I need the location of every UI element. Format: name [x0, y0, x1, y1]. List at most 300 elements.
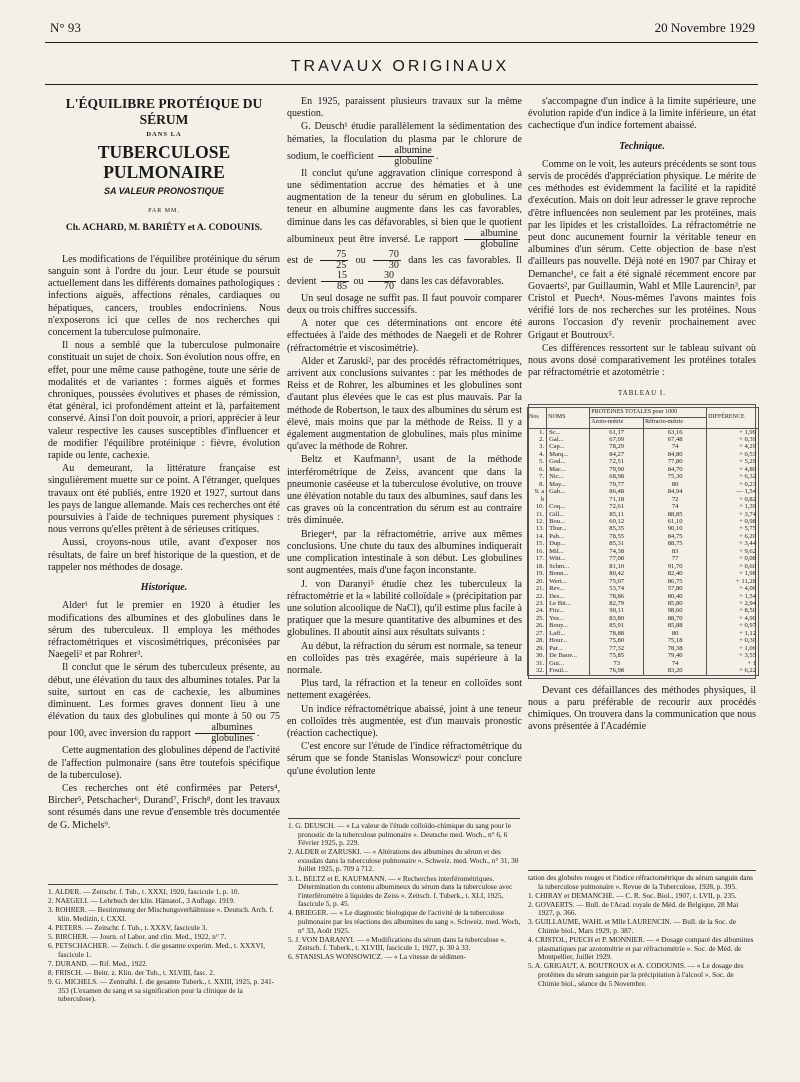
- row-name: Nic...: [547, 473, 590, 480]
- section-title: TRAVAUX ORIGINAUX: [290, 58, 510, 75]
- row-number: 30.: [528, 652, 547, 659]
- footnote: 3. ROHRER. — Bestimmung der Mischungsverhältnisse ». Deutsch. Arch. f. klin. Medizin, t. CXXI.: [48, 905, 274, 923]
- row-number: 14.: [528, 533, 547, 540]
- row-refractometrie: 57,80: [644, 585, 707, 592]
- table-row: [528, 548, 759, 555]
- row-refractometrie: 61,10: [644, 518, 707, 525]
- paragraph: En 1925, paraissent plusieurs travaux sur la même question.: [287, 96, 522, 120]
- table-row: [528, 496, 759, 503]
- footnote: 1. G. DEUSCH. — « La valeur de l'étude colloïdo-chimique du sang pour le pronostic de la tuberculose pulmonaire ». Deutsche med. Woch., n° 6, 6 Février 1925, p. 229.: [288, 821, 512, 848]
- row-azotometrie: 79,90: [590, 466, 644, 473]
- row-number: 2.: [528, 436, 547, 443]
- paragraph-text: dans les cas favorables. Il devient: [287, 254, 523, 287]
- row-name: Le Bit...: [547, 600, 590, 607]
- row-number: 17.: [528, 555, 547, 562]
- row-difference: + 0,98: [707, 518, 759, 525]
- header-diff: DIFFÉRENCE: [707, 407, 759, 428]
- fraction: [368, 271, 396, 292]
- footnote: 1. CHIRAY et DEMANCHE. — C. R. Soc. Biol., 1907, t. LVII, p. 235.: [528, 890, 737, 900]
- article-by: PAR MM.: [148, 208, 180, 215]
- row-refractometrie: 90,10: [644, 525, 707, 532]
- row-difference: + 5,29: [707, 458, 759, 465]
- row-name: Pab...: [547, 533, 590, 540]
- row-refractometrie: 80: [644, 481, 707, 488]
- paragraph-text: Il conclut qu'une aggravation clinique correspond à une sédimentation accrue des hématies et à une augmentation de la teneur du sérum en globulines. La teneur en albumine augmente dans les cas favorables, diminue dans les cas défavorables, si bien que le quotient albumineux peut être inversé. Le rapport: [287, 167, 522, 245]
- row-azotometrie: 78,88: [590, 630, 644, 637]
- row-number: 11.: [528, 511, 547, 518]
- row-number: 20.: [528, 578, 547, 585]
- row-refractometrie: 77: [644, 555, 707, 562]
- row-name: Laff...: [547, 630, 590, 637]
- row-azotometrie: 86,48: [590, 488, 644, 495]
- row-refractometrie: 80: [644, 630, 707, 637]
- row-refractometrie: 83,20: [644, 667, 707, 675]
- paragraph: Les modifications de l'équilibre protéinique du sérum sanguin sont à l'ordre du jour. Leur étude se poursuit actuellement dans les différents domaines pathologiques : infections aiguës, affections rénales, cardiaques ou hépatiques, cancers, troubles endocriniens. Nous n'exposerons ici que celles de nos recherches qui concernent la tuberculose pulmonaire.: [48, 253, 280, 339]
- footnotes-col2: [288, 822, 522, 963]
- fraction-numerator: 70: [373, 250, 401, 261]
- row-name: May...: [547, 481, 590, 488]
- row-azotometrie: 53,74: [590, 585, 644, 592]
- row-difference: + 8,50: [707, 607, 759, 614]
- paragraph: Brieger⁴, par la réfractométrie, arrive aux mêmes conclusions. Une chute du taux des albumines indiquerait une complication intestinale à son début. Les globulines sont augmentées, mais d'une façon inconstante.: [287, 528, 522, 577]
- row-refractometrie: 86,75: [644, 578, 707, 585]
- row-difference: + 0,30: [707, 637, 759, 644]
- paragraph: Alder¹ fut le premier en 1920 à étudier les modifications des albumines et des globulines dans le sérum des tuberculeux. Il employa les méthodes réfractométriques et viscosimétriques, préconisées par Naegeli² et par Rohrer³.: [48, 600, 280, 661]
- row-refractometrie: 85,80: [644, 600, 707, 607]
- paragraph-text: dans les cas défavorables.: [400, 275, 504, 287]
- row-name: Gill...: [547, 511, 590, 518]
- row-azotometrie: 82,79: [590, 600, 644, 607]
- row-number: 7.: [528, 473, 547, 480]
- row-name: Fouil...: [547, 667, 590, 675]
- row-refractometrie: 80,40: [644, 593, 707, 600]
- row-refractometrie: 77,80: [644, 458, 707, 465]
- column-2: [287, 96, 522, 779]
- table-row: [528, 451, 759, 458]
- footnote: 8. FRISCH. — Beitr. z. Klin. der Tub., t. XLVIII, fasc. 2.: [48, 967, 215, 977]
- row-name: Par...: [547, 645, 590, 652]
- table-row: [528, 473, 759, 480]
- row-number: 4.: [528, 451, 547, 458]
- table-row: [528, 466, 759, 473]
- row-azotometrie: 85,91: [590, 622, 644, 629]
- footnote: 3. L. BELTZ et E. KAUFMANN. — « Recherches interférométriques. Détermination du contenu albumineux du sérum dans la tuberculose avec l'interféromètre à liquides de Zeiss ». Zeitsch. f. Tuberk., t. XLI, 1925, fascicule 5, p. 45.: [288, 873, 513, 909]
- fraction-numerator: 15: [321, 271, 349, 282]
- footnote: 4. PETERS. — Zeitschr. f. Tub., t. XXXV, fascicule 3.: [48, 922, 208, 932]
- paragraph: Il nous a semblé que la tuberculose pulmonaire constituait un sujet de choix. Son évolution nous offre, en effet, pour une même cause pathogène, toute une série de modalités et de variantes : formes aiguës et formes chroniques, poussées évolutives et phases de rémission, état général, ici profondément atteint et là, parfaitement conservé. Ainsi l'on doit pouvoir, a priori, apprécier à leur valeur respective les causes susceptibles d'influencer et de modifier l'équilibre protéinique : fièvre, évolution rapide ou lente, cachexie.: [48, 340, 280, 462]
- table-row: [528, 436, 759, 443]
- row-name: Gui...: [547, 660, 590, 667]
- row-number: 21.: [528, 585, 547, 592]
- paragraph: Aussi, croyons-nous utile, avant d'exposer nos résultats, de faire un bref historique de la question, et de rappeler nos méthodes de dosage.: [48, 537, 280, 573]
- column-3: [528, 96, 756, 734]
- row-name: Marq...: [547, 451, 590, 458]
- row-azotometrie: 68,98: [590, 473, 644, 480]
- page-header: [50, 20, 755, 38]
- fraction-denominator: 85: [336, 280, 347, 292]
- row-azotometrie: 75,85: [590, 652, 644, 659]
- row-azotometrie: 75,07: [590, 578, 644, 585]
- row-number: 32.: [528, 667, 547, 675]
- table-row: [528, 533, 759, 540]
- row-refractometrie: 88,75: [644, 540, 707, 547]
- row-refractometrie: 91,70: [644, 563, 707, 570]
- row-difference: + 1,98: [707, 570, 759, 577]
- row-refractometrie: 84,70: [644, 466, 707, 473]
- row-difference: + 4,29: [707, 443, 759, 450]
- table-row: [528, 667, 759, 675]
- fraction: [195, 723, 255, 744]
- row-number: 18.: [528, 563, 547, 570]
- paragraph: Devant ces défaillances des méthodes physiques, il nous a paru préférable de recourir aux procédés chimiques. On trouvera dans la communication que nous avons présentée à l'Académie: [528, 684, 756, 733]
- row-azotometrie: 60,12: [590, 518, 644, 525]
- section-rule: [45, 84, 758, 85]
- fraction: [320, 250, 348, 271]
- footnote: 2. NAEGELI. — Lehrbuch der klin. Hämatol., 3 Auflage. 1919.: [48, 896, 235, 906]
- paragraph: Un indice réfractométrique abaissé, joint à une teneur en colloïdes très augmentée, est d'un mauvais pronostic (réaction cachectique).: [287, 703, 522, 739]
- row-number: 1.: [528, 428, 547, 436]
- row-azotometrie: 84,27: [590, 451, 644, 458]
- row-refractometrie: 75,18: [644, 637, 707, 644]
- article-authors: Ch. ACHARD, M. BARIÉTY et A. CODOUNIS.: [65, 222, 263, 233]
- row-difference: + 1,06: [707, 645, 759, 652]
- header-rule: [45, 42, 758, 43]
- paragraph-text: est de: [287, 254, 313, 266]
- paragraph: Comme on le voit, les auteurs précédents se sont tous servis de procédés d'appréciation physique. Le mérite de ces méthodes est évidemment la facilité et la rapidité d'exécution. Mais on doit leur adresser le grave reproche d'être influencées non seulement par les protéines, mais par les lipides et les cristalloïdes. La réfractométrie ne peut donc aucunement fournir la véritable teneur en albumines d'un sérum. Cette objection de base n'est d'ailleurs pas nouvelle. Déjà noté en 1907 par Chiray et Demanche¹, ce fait a été signalé récemment encore par Govaerts², par Guillaumin, Wahl et Mlle Laurencin³, par Cristol et Puech⁴. Nous-mêmes l'avons maintes fois vérifié lors de nos recherches sur les protéines. Nous aurons l'occasion d'y revenir prochainement avec Grigaut et Boutroux⁵.: [528, 158, 756, 341]
- fraction-denominator: globuline: [480, 238, 519, 250]
- table-row: [528, 481, 759, 488]
- table-row: [528, 630, 759, 637]
- fraction-denominator: globulines: [211, 733, 253, 745]
- row-difference: + 1,39: [707, 503, 759, 510]
- row-name: Witt...: [547, 555, 590, 562]
- row-refractometrie: 74: [644, 660, 707, 667]
- row-name: Mil...: [547, 548, 590, 555]
- row-name: Yez...: [547, 615, 590, 622]
- row-number: b: [528, 496, 547, 503]
- fraction: [378, 146, 434, 167]
- header-names: NOMS: [547, 407, 590, 428]
- table-row: [528, 637, 759, 644]
- table-caption: TABLEAU I.: [618, 389, 666, 398]
- row-refractometrie: 72: [644, 496, 707, 503]
- paragraph: Alder et Zaruski², par des procédés réfractométriques, arrivent aux conclusions suivantes : par les méthodes de Reiss et de Rohrer, les albumines et les globulines sont d'autant plus élevées que le cas est plus mauvais. Par la méthode de Robertson, le taux des albumines du sérum est élevé, mais moins que par la méthode de Reiss. Il y a également augmentation de globulines, mais plus minime qu'avec la méthode de Rohrer.: [287, 355, 522, 453]
- row-refractometrie: 84,80: [644, 451, 707, 458]
- table-row: [528, 518, 759, 525]
- column-1: [48, 96, 280, 833]
- article-title-line3: TUBERCULOSE PULMONAIRE: [97, 142, 231, 183]
- row-name: Coq...: [547, 503, 590, 510]
- footnote: 3. GUILLAUME, WAHL et Mlle LAURENCIN. — Bull. de la Soc. de Chimie biol., Mars 1929, p. 387.: [528, 917, 736, 936]
- row-azotometrie: 81,10: [590, 563, 644, 570]
- row-name: Bouy...: [547, 622, 590, 629]
- fraction: [373, 250, 401, 271]
- footnote: 6. STANISLAS WONSOWICZ. — « La vitesse de sédimen-: [288, 952, 467, 962]
- row-azotometrie: 77,08: [590, 555, 644, 562]
- row-azotometrie: 90,11: [590, 607, 644, 614]
- row-refractometrie: 83: [644, 548, 707, 555]
- row-azotometrie: 79,77: [590, 481, 644, 488]
- row-azotometrie: 76,98: [590, 667, 644, 675]
- row-azotometrie: 73: [590, 660, 644, 667]
- table-row: [528, 443, 759, 450]
- row-name: Schm...: [547, 563, 590, 570]
- row-azotometrie: 78,55: [590, 533, 644, 540]
- header-refractometrie: Réfracto-métrie: [644, 418, 707, 428]
- row-name: Bou...: [547, 518, 590, 525]
- row-name: De Bauv...: [547, 652, 590, 659]
- row-name: [547, 496, 590, 503]
- footnote: 9. G. MICHELS. — Zentralbl. f. die gesamte Tuberk., t. XXIII, 1925, p. 241-353 (L'examen du sang et sa signification pour la clinique de la tuberculose).: [48, 976, 275, 1004]
- row-number: 10.: [528, 503, 547, 510]
- row-azotometrie: 72,51: [590, 458, 644, 465]
- fraction-denominator: 25: [336, 259, 347, 271]
- row-azotometrie: 77,32: [590, 645, 644, 652]
- table-row: [528, 607, 759, 614]
- table-row: [528, 622, 759, 629]
- row-refractometrie: 79,40: [644, 652, 707, 659]
- paragraph-text: G. Deusch¹ étudie parallèlement la sédimentation des hématies, la floculation du plasma par le chlorure de sodium, le coefficient: [287, 121, 522, 162]
- row-difference: + 1,99: [707, 428, 759, 436]
- historique-heading: Historique.: [140, 582, 188, 594]
- row-name: Des...: [547, 593, 590, 600]
- table-row: [528, 540, 759, 547]
- table-row: [528, 578, 759, 585]
- row-refractometrie: 85,88: [644, 622, 707, 629]
- row-refractometrie: 75,30: [644, 473, 707, 480]
- row-number: 15.: [528, 540, 547, 547]
- table-row: [528, 652, 759, 659]
- footnote: 6. PETSCHACHER. — Zeitsch. f. die gesamte experim. Med., t. XXXVI, fascicule 1.: [48, 941, 266, 959]
- row-azotometrie: 85,35: [590, 525, 644, 532]
- row-azotometrie: 71,18: [590, 496, 644, 503]
- table-row: [528, 555, 759, 562]
- paragraph: Ces recherches ont été confirmées par Peters⁴, Bircher⁵, Petschacher⁶, Durand⁷, Frisch⁸, dont les travaux sont résumés dans une revue d'ensemble très documentée de G. Michels⁹.: [48, 782, 280, 831]
- row-number: 19.: [528, 570, 547, 577]
- issue-date: 20 Novembre 1929: [654, 20, 755, 35]
- row-difference: + 1,12: [707, 630, 759, 637]
- row-difference: + 2,94: [707, 600, 759, 607]
- footnotes-col3: [528, 874, 756, 989]
- fraction-numerator: 30: [368, 271, 396, 282]
- row-difference: + 9,62: [707, 548, 759, 555]
- row-refractometrie: 63,16: [644, 428, 707, 436]
- paragraph: Cette augmentation des globulines dépend de l'activité de l'affection pulmonaire (sans être toutefois spécifique de la tuberculose).: [48, 745, 280, 781]
- row-number: 13.: [528, 525, 547, 532]
- row-name: Wert...: [547, 578, 590, 585]
- footnote: 1. ALDER. — Zeitschr. f. Tub., t. XXXI, 1920, fascicule 1, p. 10.: [48, 887, 240, 896]
- table-row: [528, 503, 759, 510]
- row-azotometrie: 78,29: [590, 443, 644, 450]
- row-azotometrie: 74,38: [590, 548, 644, 555]
- row-difference: + 0,08: [707, 555, 759, 562]
- paragraph: Au demeurant, la littérature française est singulièrement muette sur ce point. A l'étranger, quelques travaux ont été publiés, entre 1920 et 1927, surtout dans les pays de langue allemande. Mais ces recherches ont été poursuivies à l'aide de techniques purement physiques : nous verrons qu'elles prêtent à de sérieuses critiques.: [48, 463, 280, 536]
- table-frame: [528, 404, 756, 679]
- row-number: 22.: [528, 593, 547, 600]
- row-difference: + 0,23: [707, 481, 759, 488]
- row-refractometrie: 78,38: [644, 645, 707, 652]
- row-difference: + 5,75: [707, 525, 759, 532]
- paragraph: s'accompagne d'un indice à la limite supérieure, une évolution rapide d'un indice à la limite inférieure, un état cachectique d'un indice fortement abaissé.: [528, 96, 756, 132]
- row-name: Sc...: [547, 428, 590, 436]
- row-difference: + 4,06: [707, 585, 759, 592]
- row-number: 12.: [528, 518, 547, 525]
- row-azotometrie: 85,11: [590, 511, 644, 518]
- paragraph: Plus tard, la réfraction et la teneur en colloïdes sont nettement exagérées.: [287, 678, 522, 702]
- row-name: Hour...: [547, 637, 590, 644]
- row-refractometrie: 98,60: [644, 607, 707, 614]
- row-azotometrie: 67,09: [590, 436, 644, 443]
- row-name: God...: [547, 458, 590, 465]
- footnote: 7. DURAND. — Rif. Med., 1922.: [48, 958, 148, 968]
- footnote-rule: [288, 818, 520, 819]
- row-name: Gal...: [547, 436, 590, 443]
- row-number: 23.: [528, 600, 547, 607]
- table-row: [528, 645, 759, 652]
- table-row: [528, 600, 759, 607]
- row-number: 9. a: [528, 488, 547, 495]
- data-table: [527, 407, 759, 676]
- paragraph: C'est encore sur l'étude de l'indice réfractométrique du sérum que se fonde Stanislas Wonsowicz⁶ pour conclure qu'une évolution lente: [287, 741, 522, 777]
- footnote: tation des globules rouges et l'indice réfractométrique du sérum sanguin dans la tuberculose pulmonaire ». Revue de la Tuberculose, 1928, p. 395.: [528, 873, 754, 891]
- fraction-denominator: 30: [388, 259, 399, 271]
- row-difference: + 1,54: [707, 593, 759, 600]
- fraction: [321, 271, 349, 292]
- row-refractometrie: 67,48: [644, 436, 707, 443]
- row-azotometrie: 83,80: [590, 615, 644, 622]
- row-difference: + 11,28: [707, 578, 759, 585]
- paragraph: Un seul dosage ne suffit pas. Il faut pouvoir comparer deux ou trois chiffres successifs.: [287, 292, 522, 317]
- row-difference: + 0,60: [707, 563, 759, 570]
- row-refractometrie: 82,40: [644, 570, 707, 577]
- row-name: Mac...: [547, 466, 590, 473]
- row-azotometrie: 72,61: [590, 503, 644, 510]
- row-number: 26.: [528, 622, 547, 629]
- row-azotometrie: 85,31: [590, 540, 644, 547]
- row-name: Rev...: [547, 585, 590, 592]
- issue-number: N° 93: [50, 20, 81, 35]
- footnote: 4. CRISTOL, PUECH et P. MONNIER. — « Dosage comparé des albumines plasmatiques par azotométrie et par réfractométrie ». Soc. de Méd. de Montpellier, Juillet 1929.: [528, 935, 754, 962]
- paragraph-text: ou: [355, 254, 366, 266]
- row-name: Fitz...: [547, 607, 590, 614]
- row-difference: + 0,97: [707, 622, 759, 629]
- footnote-rule: [48, 884, 278, 885]
- row-number: 28.: [528, 637, 547, 644]
- row-refractometrie: 74: [644, 443, 707, 450]
- row-number: 24.: [528, 607, 547, 614]
- footnote: 5. J. VON DARANYI. — « Modifications du sérum dans la tuberculose ». Zeitsch. f. Tuberk., t. XLVIII, fascicule 1, 1927, p. 30 à 33.: [288, 934, 506, 953]
- paragraph-text: ou: [353, 275, 364, 287]
- paragraph: A noter que ces déterminations ont encore été effectuées à l'aide des méthodes de Naegeli et de Rohrer (réfractométrie et viscosimétrie).: [287, 318, 522, 354]
- fraction-numerator: albumine: [378, 146, 434, 157]
- article-heading: [48, 96, 280, 234]
- row-name: Gab...: [547, 488, 590, 495]
- row-name: Thur...: [547, 525, 590, 532]
- paragraph: [287, 168, 522, 292]
- row-refractometrie: 84,94: [644, 488, 707, 495]
- table-row: [528, 488, 759, 495]
- footnote: 2. GOVAERTS. — Bull. de l'Acad. royale de Méd. de Belgique, 28 Mai 1927, p. 366.: [528, 899, 739, 918]
- footnote: 2. ALDER et ZARUSKI. — « Altérations des albumines du sérum et des exsudats dans la tuberculose pulmonaire ». Schweiz. med. Woch., n° 31, 30 Juillet 1925, p. 709 à 712.: [288, 847, 519, 874]
- table-row: [528, 458, 759, 465]
- fraction-denominator: globuline: [394, 155, 433, 167]
- fraction-numerator: albumine: [464, 229, 520, 240]
- row-difference: + 0,39: [707, 436, 759, 443]
- footnotes-col1: [48, 888, 280, 1004]
- row-name: Cap...: [547, 443, 590, 450]
- table-row: [528, 570, 759, 577]
- article-subtitle: SA VALEUR PRONOSTIQUE: [103, 186, 224, 197]
- row-difference: + 6,22: [707, 667, 759, 675]
- row-number: 29.: [528, 645, 547, 652]
- row-azotometrie: 75,80: [590, 637, 644, 644]
- row-azotometrie: 78,86: [590, 593, 644, 600]
- row-number: 27.: [528, 630, 547, 637]
- paragraph: Ces différences ressortent sur le tableau suivant où nous avons dosé comparativement les protéines totales par réfractométrie et azotométrie :: [528, 342, 756, 379]
- paragraph: G. Deusch¹ étudie parallèlement la sédimentation des hématies, la floculation du plasma par le chlorure de sodium, le coefficient $\frac{\text{albumine}}{\text{globuline}}$ .: [287, 121, 522, 167]
- paragraph: Au début, la réfraction du sérum est normale, sa teneur en colloïdes pas très exagérée, mais supérieure à la normale.: [287, 640, 522, 676]
- footnote-rule: [528, 870, 756, 871]
- row-difference: + 6,32: [707, 473, 759, 480]
- row-difference: + 4,80: [707, 466, 759, 473]
- row-difference: + 3,55: [707, 652, 759, 659]
- row-difference: — 1,54: [707, 488, 759, 495]
- footnote: 5. BIRCHER. — Journ. of Labor. and clin. Med., 1922, n° 7.: [48, 931, 227, 941]
- row-difference: + 0,82: [707, 496, 759, 503]
- table-row: [528, 525, 759, 532]
- row-refractometrie: 88,70: [644, 615, 707, 622]
- row-difference: + 3,44: [707, 540, 759, 547]
- table-row: [528, 593, 759, 600]
- row-refractometrie: 88,85: [644, 511, 707, 518]
- fraction: [464, 229, 520, 250]
- technique-heading: Technique.: [619, 140, 665, 152]
- row-number: 3.: [528, 443, 547, 450]
- table-row: [528, 615, 759, 622]
- row-refractometrie: 74: [644, 503, 707, 510]
- footnote: 4. BRIEGER. — « Le diagnostic biologique de l'activité de la tuberculose pulmonaire par les réactions des albumines du sang ». Schweiz. med. Woch, n° 33, Août 1925.: [288, 908, 521, 935]
- row-azotometrie: 80,42: [590, 570, 644, 577]
- header-num: Nos: [528, 407, 547, 428]
- row-name: Dup...: [547, 540, 590, 547]
- footnote: 5. A. GRIGAUT, A. BOUTROUX et A. CODOUNIS. — « Le dosage des protéines du sérum sanguin par la précipitation à l'alcool ». Soc. de Chimie biol., séance du 5 Novembre.: [528, 961, 744, 988]
- paragraph-text: Il conclut que le sérum des tuberculeux présente, au début, une élévation du taux des albumines totales. Par la suite, surtout en cas de cachexie, les albumines diminuent. Les formes graves donnent lieu à une élévation du taux des globulines qui monte à 50 ou 75 pour 100, avec inversion du rapport: [48, 662, 280, 740]
- fraction-numerator: albumines: [195, 723, 255, 734]
- row-difference: + 3,74: [707, 511, 759, 518]
- header-group: PROTÉINES TOTALES pour 1000: [590, 407, 707, 417]
- row-refractometrie: 84,75: [644, 533, 707, 540]
- table-row: [528, 428, 759, 436]
- row-number: 5.: [528, 458, 547, 465]
- row-number: 6.: [528, 466, 547, 473]
- row-azotometrie: 61,17: [590, 428, 644, 436]
- row-number: 31.: [528, 660, 547, 667]
- table-row: [528, 660, 759, 667]
- fraction-denominator: 70: [383, 280, 394, 292]
- table-row: [528, 585, 759, 592]
- table-row: [528, 563, 759, 570]
- row-difference: + 4,90: [707, 615, 759, 622]
- paragraph: Il conclut que le sérum des tuberculeux présente, au début, une élévation du taux des albumines totales. Par la suite, surtout en cas de cachexie, les albumines diminuent. Les formes graves donnent lieu à une élévation du taux des globulines qui monte à 50 ou 75 pour 100, avec inversion du rapport $\frac{\text{albumines}}{\text{globulines}}$ .: [48, 662, 280, 745]
- row-difference: + 0,53: [707, 451, 759, 458]
- header-azotometrie: Azoto-métrie: [590, 418, 644, 428]
- paragraph: Beltz et Kaufmann³, usant de la méthode interférométrique de Zeiss, avancent que dans la pneumonie caséeuse et la tuberculose évolutive, on trouve une élévation notable du taux des albumines, sauf dans les cas graves où la concentration du sérum est au contraire très diminuée.: [287, 454, 522, 527]
- row-difference: + 1: [707, 660, 759, 667]
- row-number: 8.: [528, 481, 547, 488]
- row-difference: + 6,20: [707, 533, 759, 540]
- article-title-line2: DANS LA: [146, 131, 182, 138]
- row-name: Bonn...: [547, 570, 590, 577]
